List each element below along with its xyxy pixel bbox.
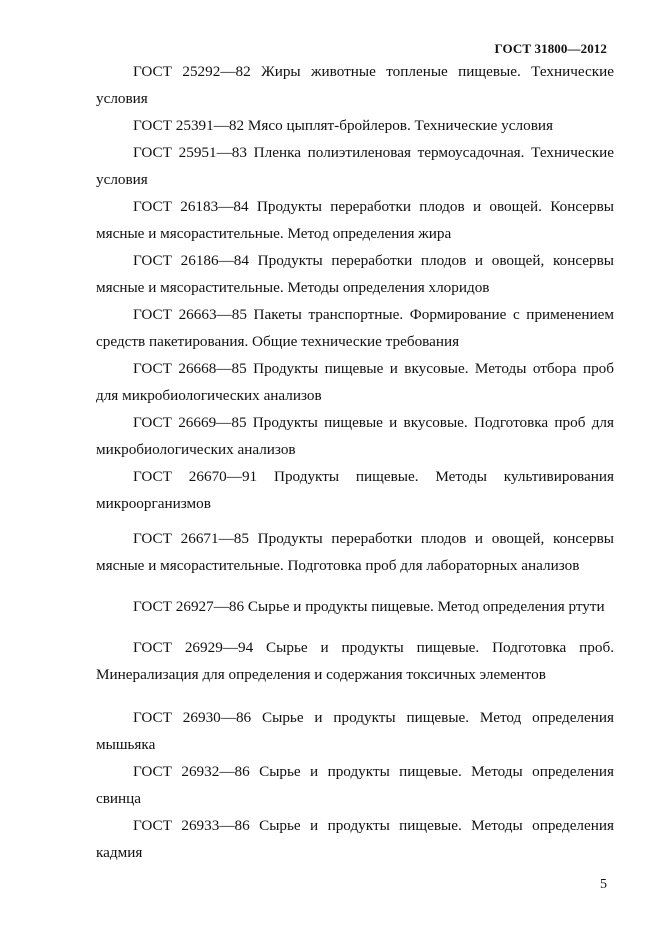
reference-entry-26927: ГОСТ 26927—86 Сырье и продукты пищевые. Метод определения ртути: [133, 598, 605, 615]
reference-entry-26669: ГОСТ 26669—85 Продукты пищевые и вкусовые. Подготовка проб для микробиологических анализов: [96, 414, 614, 458]
reference-entry-26933: ГОСТ 26933—86 Сырье и продукты пищевые. Методы определения кадмия: [96, 817, 614, 861]
document-header: ГОСТ 31800—2012: [494, 41, 607, 56]
reference-entry-26183: ГОСТ 26183—84 Продукты переработки плодов и овощей. Консервы мясные и мясорастительные. Метод определения жира: [96, 198, 614, 242]
reference-entry-25292: ГОСТ 25292—82 Жиры животные топленые пищевые. Технические условия: [96, 63, 614, 107]
reference-entry-26929: ГОСТ 26929—94 Сырье и продукты пищевые. Подготовка проб. Минерализация для определения и содержания токсичных элементов: [96, 639, 614, 683]
reference-entry-25391: ГОСТ 25391—82 Мясо цыплят-бройлеров. Технические условия: [133, 117, 553, 134]
standards-reference-list: [96, 58, 614, 866]
reference-entry-26663: ГОСТ 26663—85 Пакеты транспортные. Формирование с применением средств пакетирования. Общие технические требования: [96, 306, 614, 350]
reference-entry-26930: ГОСТ 26930—86 Сырье и продукты пищевые. Метод определения мышьяка: [96, 709, 614, 753]
reference-entry-26670: ГОСТ 26670—91 Продукты пищевые. Методы культивирования микроорганизмов: [96, 468, 614, 512]
page-number: 5: [600, 877, 607, 892]
reference-entry-25951: ГОСТ 25951—83 Пленка полиэтиленовая термоусадочная. Технические условия: [96, 144, 614, 188]
reference-entry-26668: ГОСТ 26668—85 Продукты пищевые и вкусовые. Методы отбора проб для микробиологических анализов: [96, 360, 614, 404]
reference-entry-26671: ГОСТ 26671—85 Продукты переработки плодов и овощей, консервы мясные и мясорастительные. Подготовка проб для лабораторных анализов: [96, 530, 614, 574]
reference-entry-26186: ГОСТ 26186—84 Продукты переработки плодов и овощей, консервы мясные и мясорастительные. Методы определения хлоридов: [96, 252, 614, 296]
reference-entry-26932: ГОСТ 26932—86 Сырье и продукты пищевые. Методы определения свинца: [96, 763, 614, 807]
